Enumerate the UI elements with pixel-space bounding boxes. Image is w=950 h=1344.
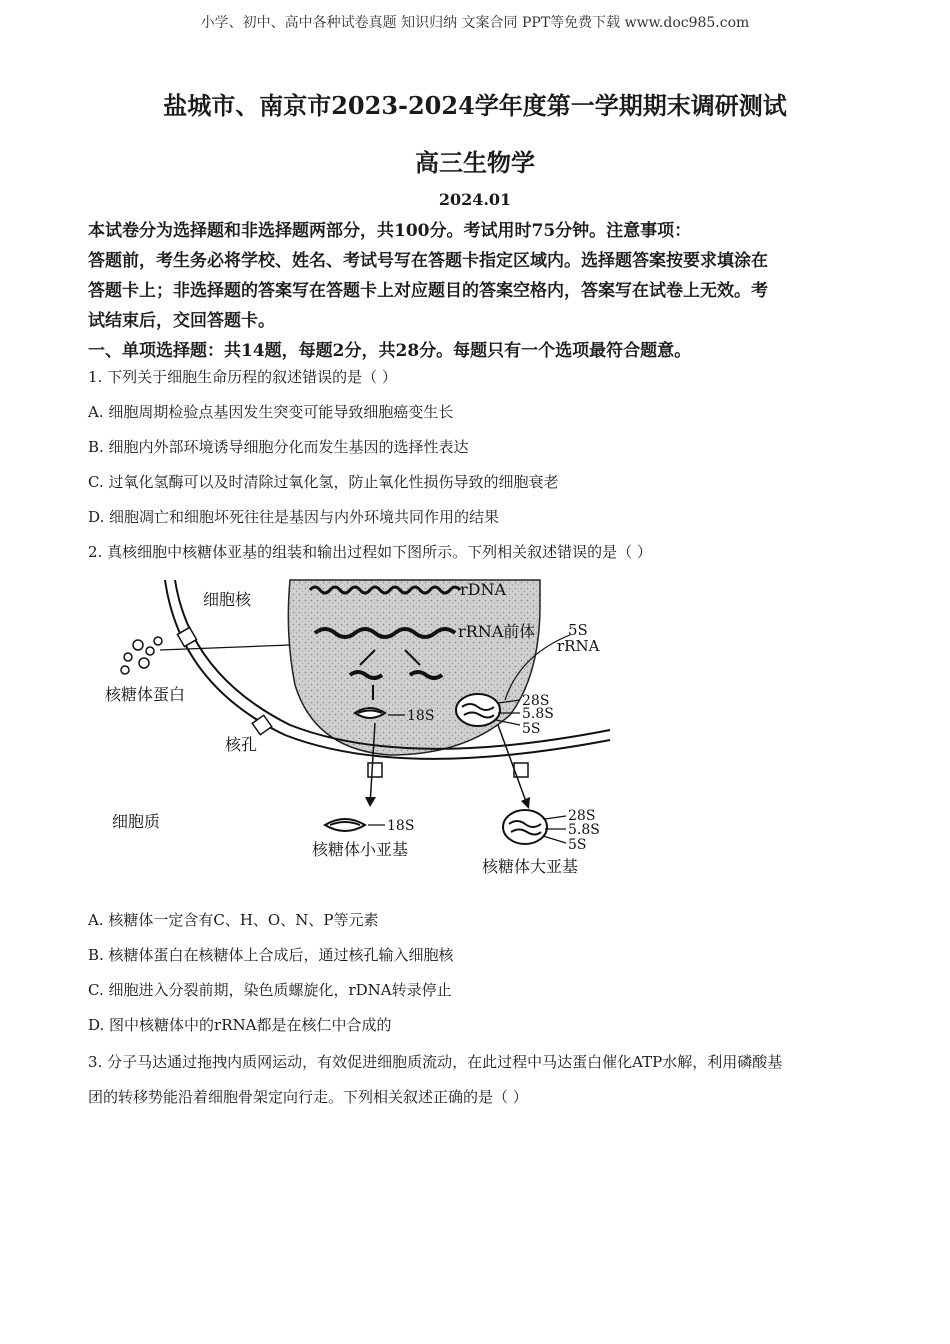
instruction-line: 答题卡上；非选择题的答案写在答题卡上对应题目的答案空格内，答案写在试卷上无效。考 (88, 281, 768, 301)
ribosome-assembly-figure (100, 575, 620, 880)
q1-option-b: B. 细胞内外部环境诱导细胞分化而发生基因的选择性表达 (88, 438, 469, 456)
nuclear-pore (177, 627, 196, 646)
q3-stem-line2: 团的转移势能沿着细胞骨架定向行走。下列相关叙述正确的是（ ） (88, 1088, 528, 1106)
nuclear-pore (368, 763, 382, 777)
label-ribosomal-protein: 核糖体蛋白 (105, 685, 186, 704)
label-rrna-precursor: rRNA前体 (458, 622, 536, 641)
exam-subject: 高三生物学 (415, 148, 535, 177)
label-rdna: rDNA (460, 580, 507, 599)
label-cytoplasm: 细胞质 (112, 812, 161, 831)
large-subunit (503, 810, 547, 844)
ribosomal-protein-cluster (121, 637, 162, 674)
q1-option-c: C. 过氧化氢酶可以及时清除过氧化氢，防止氧化性损伤导致的细胞衰老 (88, 473, 559, 491)
q1-stem: 1. 下列关于细胞生命历程的叙述错误的是（ ） (88, 368, 397, 386)
instruction-line: 试结束后，交回答题卡。 (88, 311, 275, 331)
label-5-8s: 5.8S (522, 706, 554, 722)
exam-title: 盐城市、南京市2023-2024学年度第一学期期末调研测试 (163, 91, 787, 120)
instruction-line: 本试卷分为选择题和非选择题两部分，共100分。考试用时75分钟。注意事项： (88, 221, 692, 241)
section-heading: 一、单项选择题：共14题，每题2分，共28分。每题只有一个选项最符合题意。 (88, 341, 692, 361)
q2-option-c: C. 细胞进入分裂前期，染色质螺旋化，rDNA转录停止 (88, 981, 452, 999)
label-rrna: rRNA (557, 637, 600, 655)
q1-option-d: D. 细胞凋亡和细胞坏死往往是基因与内外环境共同作用的结果 (88, 508, 500, 526)
label-nuclear-pore: 核孔 (225, 735, 258, 754)
label-5s-top: 5S (568, 621, 588, 639)
label-28s-cyto: 28S (568, 808, 596, 824)
label-5s-cyto: 5S (568, 837, 587, 853)
instruction-line: 答题前，考生务必将学校、姓名、考试号写在答题卡指定区域内。选择题答案按要求填涂在 (88, 251, 768, 271)
q3-stem-line1: 3. 分子马达通过拖拽内质网运动，有效促进细胞质流动，在此过程中马达蛋白催化ATP水解，利用磷酸基 (88, 1053, 783, 1071)
page-header: 小学、初中、高中各种试卷真题 知识归纳 文案合同 PPT等免费下载 www.doc985.com (200, 15, 750, 31)
nucleolus (288, 580, 540, 755)
q1-option-a: A. 细胞周期检验点基因发生突变可能导致细胞癌变生长 (88, 403, 454, 421)
exam-date: 2024.01 (438, 190, 512, 209)
label-nucleus: 细胞核 (203, 590, 252, 609)
label-28s: 28S (522, 693, 550, 709)
q2-option-d: D. 图中核糖体中的rRNA都是在核仁中合成的 (88, 1016, 392, 1034)
q2-stem: 2. 真核细胞中核糖体亚基的组装和输出过程如下图所示。下列相关叙述错误的是（ ） (88, 543, 652, 561)
label-18s-cyto: 18S (387, 818, 415, 834)
large-subunit-precursor (456, 694, 500, 726)
q2-option-b: B. 核糖体蛋白在核糖体上合成后，通过核孔输入细胞核 (88, 946, 454, 964)
instructions (88, 216, 868, 366)
label-small-subunit: 核糖体小亚基 (312, 840, 409, 859)
label-5s: 5S (522, 721, 541, 737)
label-18s: 18S (407, 708, 435, 724)
q2-option-a: A. 核糖体一定含有C、H、O、N、P等元素 (88, 911, 379, 929)
label-large-subunit: 核糖体大亚基 (482, 857, 579, 876)
label-5-8s-cyto: 5.8S (568, 822, 600, 838)
